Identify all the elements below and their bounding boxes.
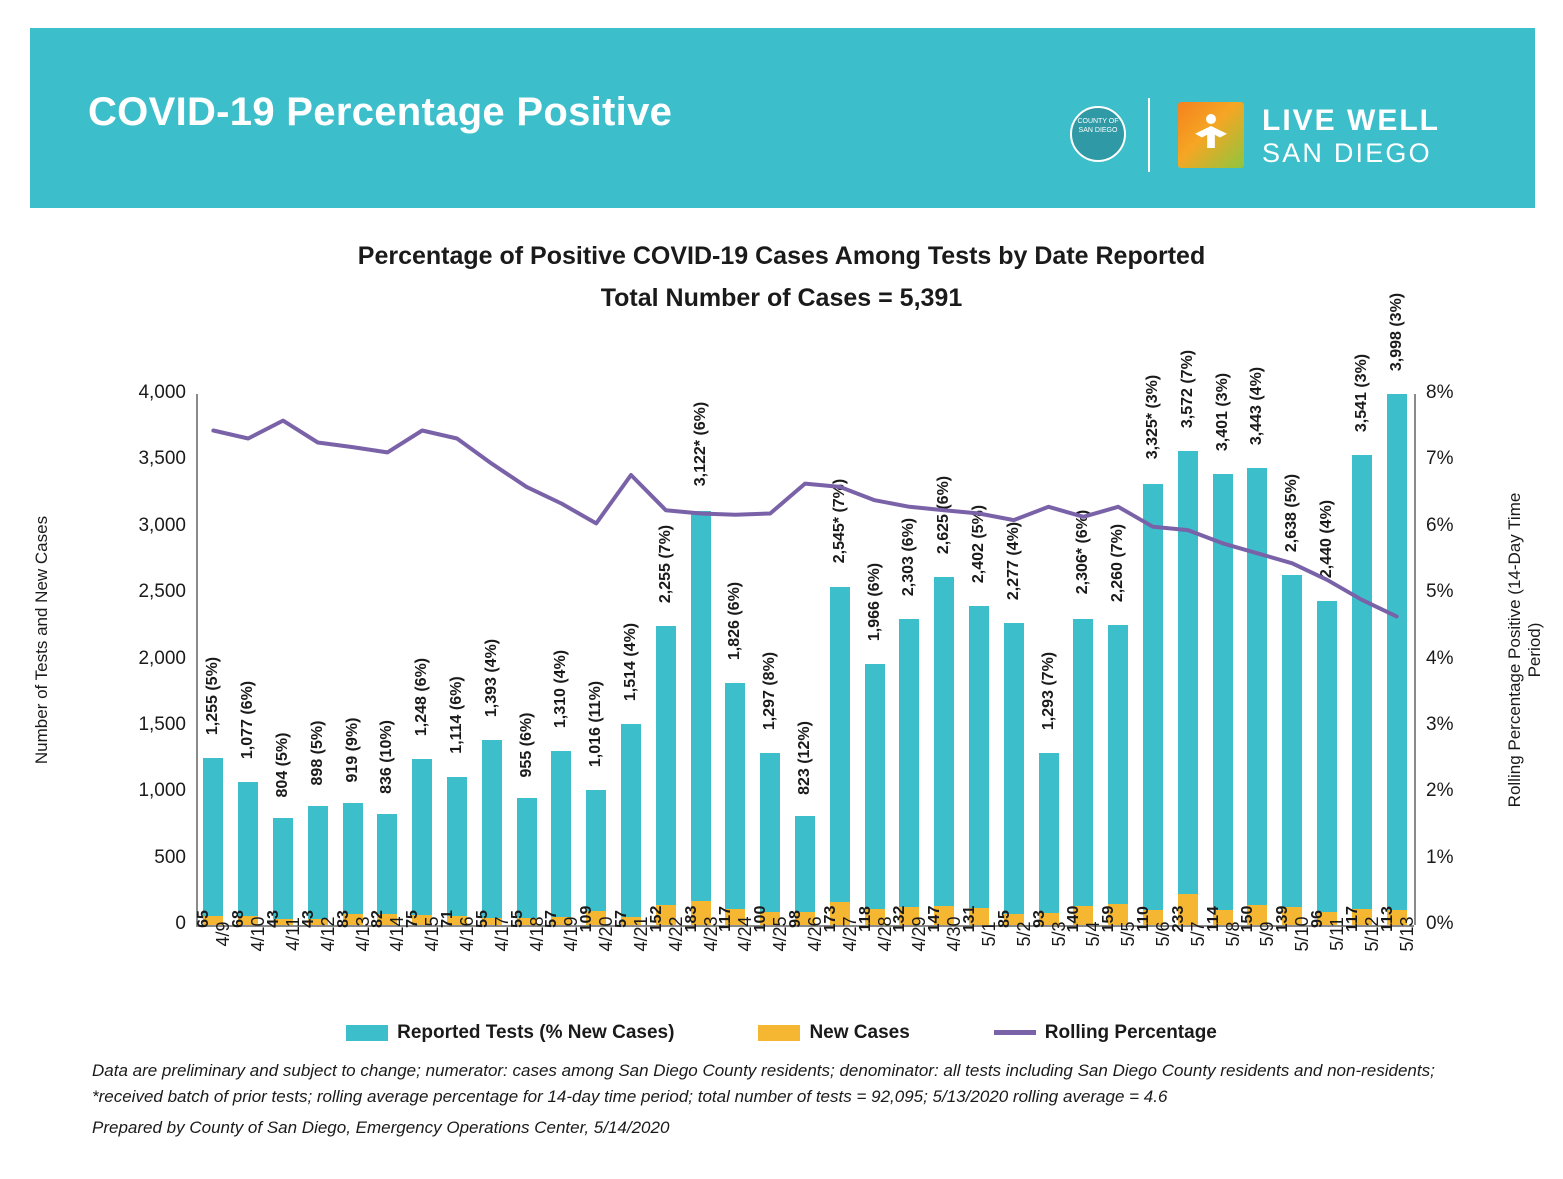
reported-tests-value-label: 1,293 (7%) xyxy=(1039,652,1057,731)
y-tick-label: 3,000 xyxy=(138,514,186,536)
logo-person-head xyxy=(1206,114,1216,124)
new-cases-value-label: 65 xyxy=(195,910,213,928)
x-tick-label: 4/26 xyxy=(804,916,825,952)
new-cases-value-label: 43 xyxy=(299,910,317,928)
x-tick-label: 5/6 xyxy=(1152,921,1173,947)
legend-item[interactable] xyxy=(994,1022,1217,1044)
x-tick-label: 4/21 xyxy=(630,916,651,952)
new-cases-value-label: 93 xyxy=(1030,910,1048,928)
legend-label: Rolling Percentage xyxy=(1044,1022,1217,1043)
x-tick-column xyxy=(614,330,649,1010)
x-tick-column xyxy=(822,330,860,1010)
reported-tests-value-label: 1,393 (4%) xyxy=(482,638,500,718)
x-tick-column xyxy=(996,330,1034,1010)
new-cases-value-label: 82 xyxy=(369,910,387,928)
x-tick-column xyxy=(753,330,791,1010)
x-tick-label: 4/29 xyxy=(909,916,930,952)
secondary-y-tick-label: 2% xyxy=(1426,780,1454,802)
reported-tests-value-label: 1,248 (6%) xyxy=(413,658,431,737)
x-tick-column xyxy=(1344,330,1382,1010)
new-cases-value-label: 55 xyxy=(473,910,491,928)
new-cases-value-label: 159 xyxy=(1100,905,1118,933)
x-tick-label: 5/11 xyxy=(1326,917,1347,951)
reported-tests-value-label: 1,310 (4%) xyxy=(552,649,570,729)
x-tick-column xyxy=(1136,330,1171,1010)
x-tick-label: 5/9 xyxy=(1257,921,1278,947)
new-cases-value-label: 117 xyxy=(1343,906,1361,932)
reported-tests-value-label: 3,572 (7%) xyxy=(1178,349,1196,428)
x-tick-label: 5/13 xyxy=(1396,916,1417,952)
x-tick-column xyxy=(1101,330,1139,1010)
reported-tests-value-label: 955 (6%) xyxy=(517,712,535,778)
new-cases-value-label: 150 xyxy=(1239,905,1257,933)
new-cases-value-label: 233 xyxy=(1169,905,1187,933)
x-tick-label: 4/22 xyxy=(665,916,686,952)
new-cases-value-label: 139 xyxy=(1274,905,1292,933)
secondary-y-tick-label: 8% xyxy=(1426,382,1454,403)
reported-tests-value-label: 804 (5%) xyxy=(273,732,291,798)
x-tick-column xyxy=(1031,330,1069,1010)
x-tick-column xyxy=(1275,330,1313,1010)
x-tick-column xyxy=(1170,330,1208,1010)
reported-tests-value-label: 836 (10%) xyxy=(378,719,396,794)
new-cases-value-label: 100 xyxy=(752,905,770,933)
new-cases-value-label: 57 xyxy=(543,910,561,928)
reported-tests-value-label: 3,443 (4%) xyxy=(1248,366,1266,446)
x-tick-column xyxy=(405,330,443,1010)
x-tick-label: 4/18 xyxy=(526,916,547,952)
new-cases-value-label: 140 xyxy=(1065,905,1083,933)
reported-tests-value-label: 1,826 (6%) xyxy=(726,581,744,660)
x-tick-label: 4/28 xyxy=(874,916,895,952)
x-tick-column xyxy=(440,330,475,1010)
new-cases-value-label: 43 xyxy=(264,910,282,928)
x-tick-column xyxy=(892,330,930,1010)
x-tick-column xyxy=(927,330,965,1010)
reported-tests-value-label: 1,966 (6%) xyxy=(865,562,883,642)
x-tick-column xyxy=(1310,330,1345,1010)
reported-tests-value-label: 2,255 (7%) xyxy=(656,524,674,603)
y-tick-label: 3,500 xyxy=(138,448,186,470)
logo-text-line1: LIVE WELL xyxy=(1262,104,1440,137)
page-title: COVID-19 Percentage Positive xyxy=(88,90,673,134)
live-well-logo-icon xyxy=(1178,102,1244,168)
reported-tests-value-label: 2,303 (6%) xyxy=(900,518,918,597)
reported-tests-value-label: 3,541 (3%) xyxy=(1352,353,1370,433)
x-tick-column xyxy=(683,330,721,1010)
x-tick-column xyxy=(1066,330,1104,1010)
secondary-y-tick-label: 7% xyxy=(1426,448,1454,470)
reported-tests-value-label: 1,255 (5%) xyxy=(204,657,222,736)
legend-item[interactable] xyxy=(758,1022,909,1044)
x-tick-column xyxy=(857,330,895,1010)
x-tick-label: 4/23 xyxy=(700,916,721,952)
chart-title: Percentage of Positive COVID-19 Cases Among Tests by Date Reported xyxy=(357,242,1206,270)
legend-label: Reported Tests (% New Cases) xyxy=(397,1022,675,1043)
new-cases-value-label: 75 xyxy=(404,910,422,928)
secondary-y-tick-label: 6% xyxy=(1426,514,1454,536)
y-tick-label: 1,500 xyxy=(138,713,186,735)
new-cases-value-label: 68 xyxy=(230,910,248,928)
reported-tests-value-label: 1,514 (4%) xyxy=(621,622,639,702)
reported-tests-value-label: 2,277 (4%) xyxy=(1004,521,1022,600)
x-tick-label: 5/2 xyxy=(1013,921,1034,947)
legend-label: New Cases xyxy=(809,1022,910,1043)
x-tick-label: 5/1 xyxy=(978,921,999,947)
legend-swatch xyxy=(994,1030,1036,1035)
reported-tests-value-label: 3,122* (6%) xyxy=(691,401,709,487)
reported-tests-value-label: 3,998 (3%) xyxy=(1387,293,1405,372)
logo-person-body xyxy=(1195,126,1227,148)
x-tick-label: 4/27 xyxy=(839,916,860,952)
logo-text-line2: SAN DIEGO xyxy=(1262,138,1432,168)
secondary-y-tick-label: 1% xyxy=(1426,846,1454,868)
x-tick-label: 4/15 xyxy=(422,916,443,952)
x-tick-label: 4/16 xyxy=(456,916,477,952)
x-tick-label: 5/12 xyxy=(1361,916,1382,952)
x-tick-column xyxy=(962,330,997,1010)
reported-tests-value-label: 2,402 (5%) xyxy=(969,505,987,584)
reported-tests-value-label: 2,260 (7%) xyxy=(1109,523,1127,603)
y-axis-label: Number of Tests and New Cases xyxy=(32,515,51,765)
reported-tests-value-label: 823 (12%) xyxy=(795,721,813,796)
x-tick-label: 4/9 xyxy=(213,921,234,947)
x-axis-ticks xyxy=(196,330,1417,1010)
reported-tests-value-label: 3,325* (3%) xyxy=(1143,374,1161,460)
reported-tests-value-label: 1,016 (11%) xyxy=(587,680,605,767)
new-cases-value-label: 113 xyxy=(1378,906,1396,932)
new-cases-value-label: 117 xyxy=(717,906,735,932)
reported-tests-value-label: 1,297 (8%) xyxy=(761,651,779,730)
chart-subtitle: Total Number of Cases = 5,391 xyxy=(600,284,963,312)
new-cases-value-label: 132 xyxy=(891,905,909,933)
secondary-y-axis-line xyxy=(1414,394,1416,925)
secondary-y-tick-label: 0% xyxy=(1426,913,1454,934)
x-tick-column xyxy=(579,330,617,1010)
secondary-y-tick-label: 4% xyxy=(1426,647,1454,669)
x-tick-label: 4/25 xyxy=(770,916,791,952)
county-seal-icon: COUNTY OF SAN DIEGO xyxy=(1070,106,1126,162)
footnote-line2: non-residents; *received batch of prior tests; rolling average percentage for 14-day time period; total number of tests = 92,095; 5/13/2020 rolling average = 4.6 xyxy=(92,1061,1435,1106)
chart-legend xyxy=(0,1022,1563,1044)
x-tick-column xyxy=(1240,330,1278,1010)
footnote-line1: Data are preliminary and subject to change; numerator: cases among San Diego County residents; denominator: all tests including San Diego County residents and xyxy=(92,1061,1323,1080)
reported-tests-value-label: 1,077 (6%) xyxy=(239,680,257,760)
reported-tests-value-label: 2,440 (4%) xyxy=(1317,499,1335,579)
new-cases-value-label: 57 xyxy=(612,910,630,928)
x-tick-column xyxy=(474,330,512,1010)
x-tick-label: 4/19 xyxy=(561,916,582,952)
x-tick-column xyxy=(335,330,373,1010)
reported-tests-value-label: 2,625 (6%) xyxy=(935,475,953,554)
new-cases-value-label: 118 xyxy=(856,906,874,932)
y-tick-label: 1,000 xyxy=(138,780,186,802)
new-cases-value-label: 131 xyxy=(960,905,978,933)
x-tick-column xyxy=(648,330,686,1010)
new-cases-value-label: 183 xyxy=(682,905,700,933)
footnote xyxy=(92,1058,1492,1110)
x-tick-label: 4/13 xyxy=(352,916,373,952)
x-tick-column xyxy=(370,330,408,1010)
x-tick-label: 5/7 xyxy=(1187,921,1208,947)
x-tick-label: 5/3 xyxy=(1048,921,1069,947)
x-tick-label: 4/10 xyxy=(248,916,269,952)
y-tick-label: 500 xyxy=(154,846,186,868)
new-cases-value-label: 85 xyxy=(995,910,1013,928)
x-tick-column xyxy=(266,330,301,1010)
new-cases-value-label: 109 xyxy=(578,905,596,933)
x-tick-label: 4/17 xyxy=(491,916,512,952)
secondary-y-tick-label: 3% xyxy=(1426,713,1454,735)
page-header xyxy=(30,28,1535,208)
new-cases-value-label: 71 xyxy=(438,910,456,928)
x-tick-label: 5/10 xyxy=(1292,916,1313,952)
header-divider xyxy=(1148,98,1150,172)
x-tick-label: 4/12 xyxy=(317,916,338,952)
new-cases-value-label: 110 xyxy=(1134,906,1152,932)
x-tick-label: 4/14 xyxy=(387,916,408,952)
x-tick-label: 4/24 xyxy=(735,916,756,952)
x-tick-label: 5/5 xyxy=(1118,921,1139,947)
reported-tests-value-label: 2,545* (7%) xyxy=(830,478,848,563)
x-tick-label: 5/4 xyxy=(1083,921,1104,947)
legend-swatch xyxy=(758,1025,800,1041)
reported-tests-value-label: 898 (5%) xyxy=(308,720,326,786)
new-cases-value-label: 98 xyxy=(786,910,804,928)
x-tick-column xyxy=(544,330,582,1010)
x-tick-column xyxy=(509,330,547,1010)
x-tick-column xyxy=(788,330,823,1010)
y-tick-label: 2,000 xyxy=(138,647,186,669)
legend-swatch xyxy=(346,1025,388,1041)
x-tick-column xyxy=(1205,330,1243,1010)
x-tick-label: 4/30 xyxy=(944,916,965,952)
new-cases-value-label: 114 xyxy=(1204,906,1222,932)
secondary-y-axis-label: Rolling Percentage Positive (14-Day Time Period) xyxy=(1505,492,1544,808)
reported-tests-value-label: 919 (9%) xyxy=(343,717,361,783)
new-cases-value-label: 147 xyxy=(926,905,944,933)
new-cases-value-label: 173 xyxy=(821,905,839,933)
secondary-y-tick-label: 5% xyxy=(1426,581,1454,603)
y-tick-label: 0 xyxy=(175,913,186,934)
reported-tests-value-label: 2,638 (5%) xyxy=(1283,473,1301,552)
new-cases-value-label: 96 xyxy=(1308,910,1326,928)
x-tick-label: 5/8 xyxy=(1222,921,1243,947)
new-cases-value-label: 152 xyxy=(647,905,665,933)
legend-item[interactable] xyxy=(346,1022,674,1044)
reported-tests-value-label: 3,401 (3%) xyxy=(1213,372,1231,451)
reported-tests-value-label: 2,306* (6%) xyxy=(1074,510,1092,595)
prepared-by-text: Prepared by County of San Diego, Emergency Operations Center, 5/14/2020 xyxy=(92,1118,670,1137)
y-tick-label: 2,500 xyxy=(138,581,186,603)
new-cases-value-label: 83 xyxy=(334,910,352,928)
x-tick-column xyxy=(1379,330,1417,1010)
x-tick-column xyxy=(300,330,338,1010)
x-tick-label: 4/11 xyxy=(282,917,303,951)
x-tick-column xyxy=(718,330,756,1010)
y-tick-label: 4,000 xyxy=(138,382,186,403)
x-tick-label: 4/20 xyxy=(596,916,617,952)
reported-tests-value-label: 1,114 (6%) xyxy=(447,676,465,754)
x-tick-column xyxy=(196,330,234,1010)
new-cases-value-label: 55 xyxy=(508,910,526,928)
x-tick-column xyxy=(231,330,269,1010)
